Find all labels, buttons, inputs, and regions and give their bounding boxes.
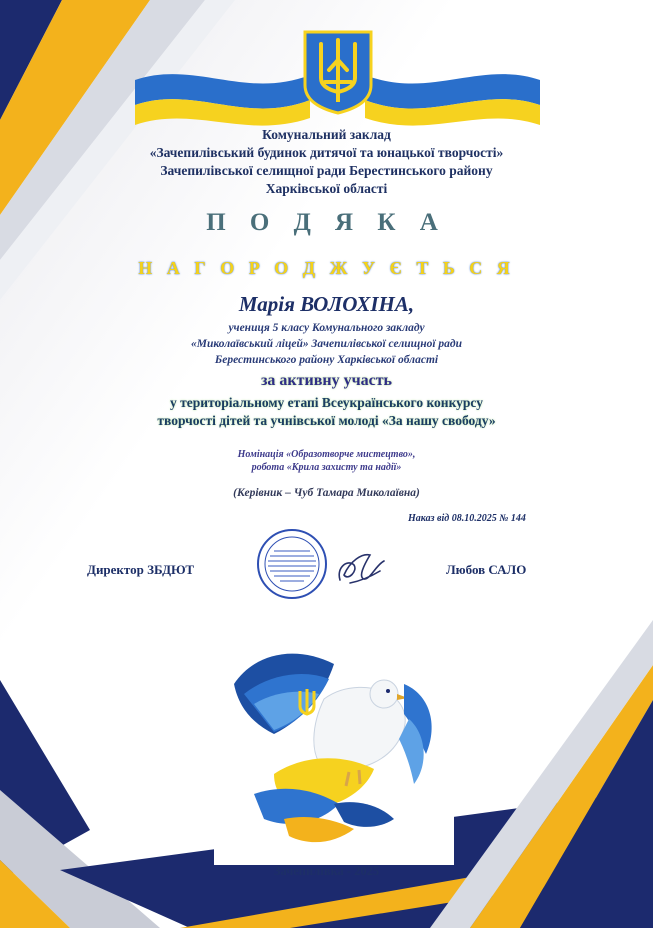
footer-place-year: Зачепилівка - 2025 <box>273 864 380 878</box>
order-reference: Наказ від 08.10.2025 № 144 <box>408 513 526 524</box>
director-position: Директор ЗБДЮТ <box>87 562 195 577</box>
dove-icon <box>214 624 454 865</box>
stamp-and-signature <box>252 525 397 603</box>
supervisor-text: (Керівник – Чуб Тамара Миколаївна) <box>233 487 420 499</box>
recipient-desc-3: Берестинського району Харківської області <box>214 354 439 366</box>
nomination-line-2: робота «Крила захисту та надії» <box>251 462 402 473</box>
recipient-desc-2: «Миколаївський ліцей» Зачепилівської селищної ради <box>190 338 463 350</box>
trident-coat-of-arms-icon <box>303 30 373 115</box>
awarded-label: Н А Г О Р О Д Ж У Є Т Ь С Я <box>138 258 515 278</box>
institution-line-3: Зачепилівської селищної ради Берестинського району <box>160 163 493 178</box>
nomination-line-1: Номінація «Образотворче мистецтво», <box>237 449 416 460</box>
signature-scribble-icon <box>339 555 384 583</box>
reason-line-2: творчості дітей та учнівської молоді «За нашу свободу» <box>157 413 496 428</box>
reason-line-1: у територіальному етапі Всеукраїнського конкурсу <box>169 395 483 410</box>
official-stamp-icon <box>252 525 397 603</box>
dove-illustration <box>214 624 454 865</box>
flag-ribbon-crest <box>135 30 540 130</box>
recipient-name: Марія ВОЛОХІНА, <box>238 292 415 316</box>
institution-line-2: «Зачепилівський будинок дитячої та юнацької творчості» <box>149 145 504 160</box>
institution-line-1: Комунальний заклад <box>262 127 391 142</box>
recipient-desc-1: учениця 5 класу Комунального закладу <box>228 322 425 334</box>
director-name: Любов САЛО <box>446 562 527 577</box>
document-title: П О Д Я К А <box>206 209 447 236</box>
institution-line-4: Харківської області <box>265 181 388 196</box>
reason-headline: за активну участь <box>260 372 393 389</box>
